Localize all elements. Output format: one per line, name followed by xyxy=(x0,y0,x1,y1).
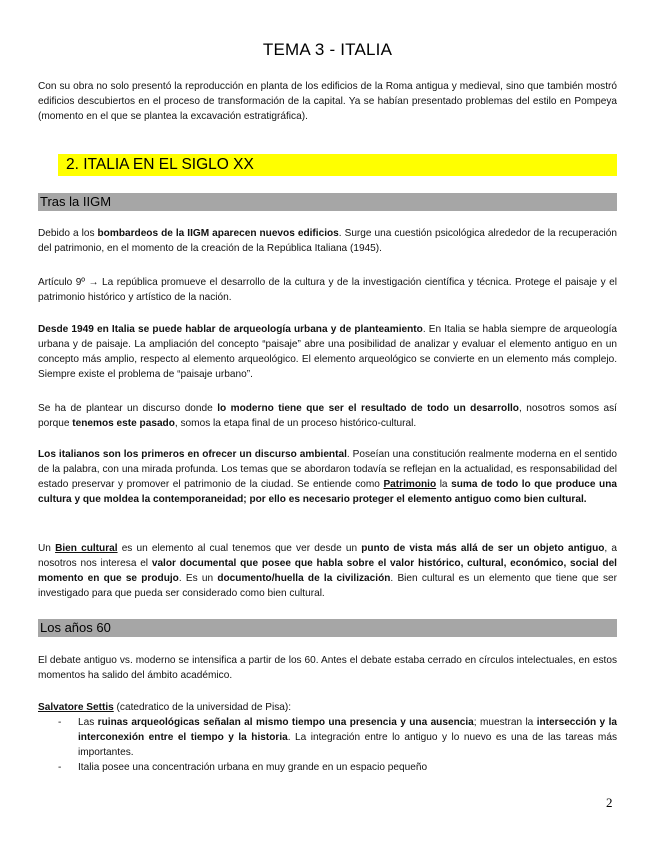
paragraph-bombardeos: Debido a los bombardeos de la IIGM aparecen nuevos edificios. Surge una cuestión psicológica alrededor de la recuperación del patrimonio, en el momento de la creación de la República Italiana (1945). xyxy=(38,228,617,254)
paragraph-settis: Salvatore Settis (catedratico de la universidad de Pisa): xyxy=(38,702,292,713)
paragraph-debate: El debate antiguo vs. moderno se intensifica a partir de los 60. Antes el debate estaba cerrado en círculos intelectuales, en estos momentos ha salido del ámbito académico. xyxy=(38,655,617,681)
subheading-tras-iigm: Tras la IIGM xyxy=(38,193,617,211)
paragraph-arqueologia-urbana: Desde 1949 en Italia se puede hablar de arqueología urbana y de planteamiento. En Italia se habla siempre de arqueología urbana y de paisaje. La ampliación del concepto “paisaje” abre una posibilidad de analizar y evaluar el elemento antiguo en un concepto más amplio, respecto al elemento arqueológico. El elemento arqueológico se convierte en un elemento más complejo. Siempre existe el problema de “paisaje urbano”. xyxy=(38,324,618,380)
settis-list xyxy=(38,715,617,775)
intro-paragraph: Con su obra no solo presentó la reproducción en planta de los edificios de la Roma antigua y medieval, sino que también mostró edificios descubiertos en el proceso de transformación de la capital. Ya se habían presentado problemas del estilo en Pompeya (momento en el que se plantea la excavación estratigráfica). xyxy=(38,81,617,122)
section-heading: 2. ITALIA EN EL SIGLO XX xyxy=(58,154,617,176)
paragraph-discurso-ambiental: Los italianos son los primeros en ofrecer un discurso ambiental. Poseían una constitución realmente moderna en el sentido de la palabra, con una mirada profunda. Los temas que se abordaron todavía se reflejan en la actualidad, es responsabilidad del estado preservar y promover el patrimonio de la ciudad. Se entiende como Patrimonio la suma de todo lo que produce una cultura y que moldea la contemporaneidad; por ello es necesario proteger el elemento antiguo como bien cultural. xyxy=(38,449,617,505)
list-item: - Las ruinas arqueológicas señalan al mismo tiempo una presencia y una ausencia; muestran la intersección y la interconexión entre el tiempo y la historia. La integración entre lo antiguo y lo nuevo es una de las tareas más importantes. xyxy=(38,715,617,760)
paragraph-discurso-moderno: Se ha de plantear un discurso donde lo moderno tiene que ser el resultado de todo un desarrollo, nosotros somos así porque tenemos este pasado, somos la etapa final de un proceso histórico-cultural. xyxy=(38,403,617,429)
list-item: - Italia posee una concentración urbana en muy grande en un espacio pequeño xyxy=(38,760,617,775)
document-title: TEMA 3 - ITALIA xyxy=(262,40,393,59)
paragraph-bien-cultural: Un Bien cultural es un elemento al cual tenemos que ver desde un punto de vista más allá de ser un objeto antiguo, a nosotros nos interesa el valor documental que posee que habla sobre el valor histórico, cultural, económico, social del momento en que se produjo. Es un documento/huella de la civilización. Bien cultural es un elemento que tiene que ser investigado para que pueda ser considerado como bien cultural. xyxy=(38,543,617,599)
paragraph-articulo-9: Artículo 9º → La república promueve el desarrollo de la cultura y de la investigación científica y técnica. Protege el paisaje y el patrimonio histórico y artístico de la nación. xyxy=(38,277,617,303)
subheading-anos-60: Los años 60 xyxy=(38,619,617,637)
page-number: 2 xyxy=(606,795,613,810)
